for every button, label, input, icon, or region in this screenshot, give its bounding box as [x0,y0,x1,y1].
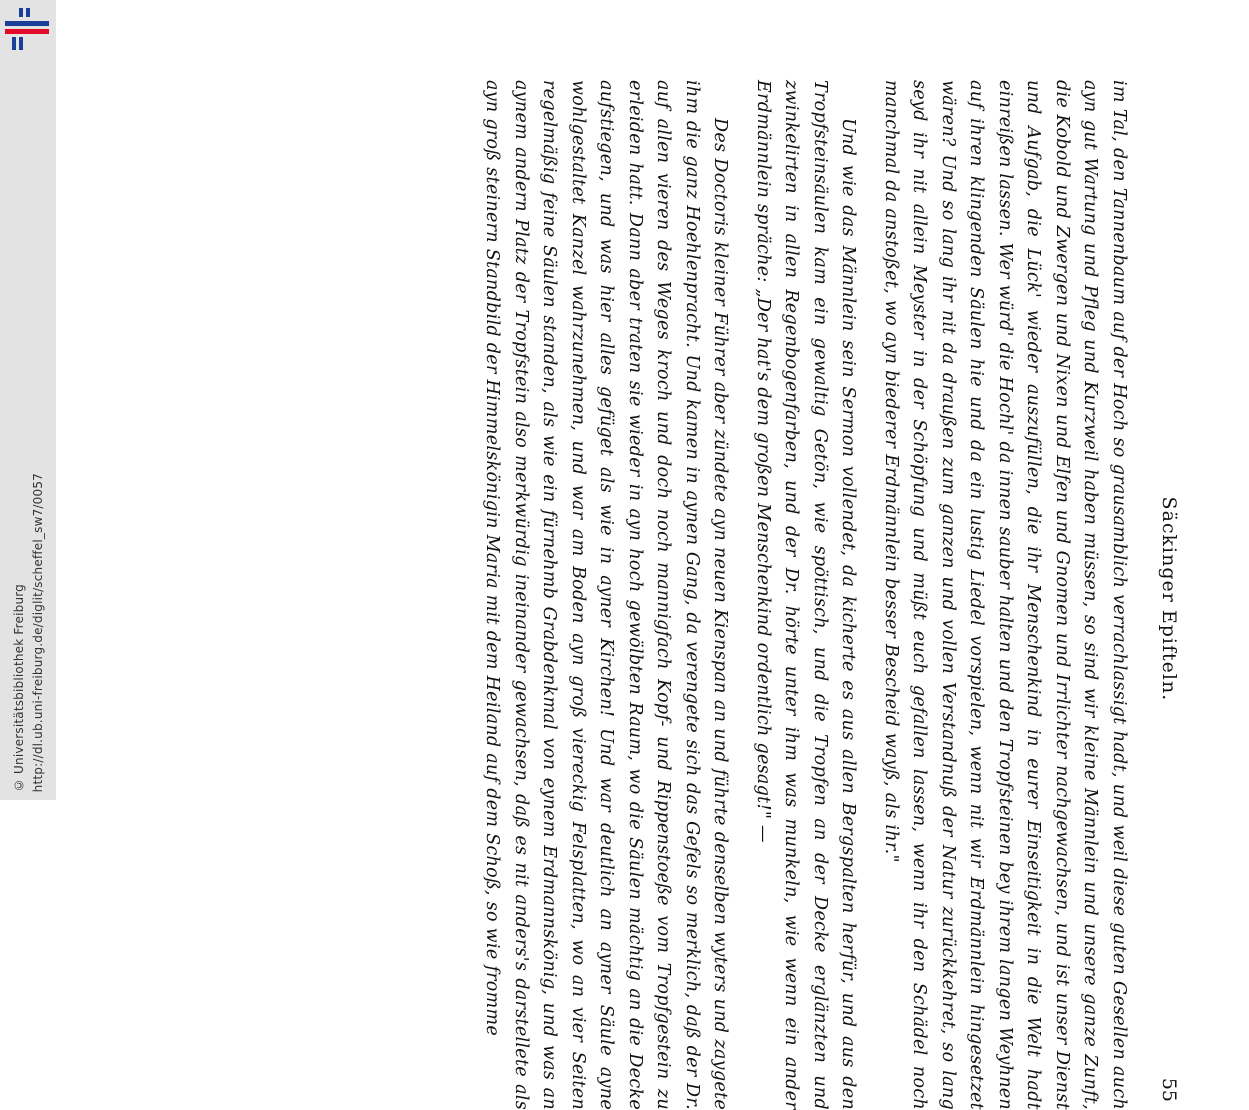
paragraph: im Tal, den Tannenbaum auf der Hoch so grausamblich verrachlassigt hadt, und weil diese guten Gesellen auch ayn gut Wartung und Pfleg und Kurzweil haben müssen, so sind wir kleine Männlein und unsere ganze Zunft, die Kobold und Zwergen und Nixen und Elfen und Gnomen und Irrlichter nachgewachsen, und ist unser Dienst und Aufgab, die Lück' wieder auszufüllen, die ihr Menschenkind in eurer Einseitigkeit in die Welt hadt einreißen lassen. Wer würd' die Hochl' da innen sauber halten und den Tropfsteinen bey ihrem langen Weyhnen auf ihren klingenden Säulen hie und da ein lustig Liedel vorspielen, wenn nit wir Erdmännlein hingesetzet wären? Und so lang ihr nit da draußen zum ganzen und vollen Verstandnuß der Natur zurückkehret, so lang seyd ihr nit allein Meyster in der Schöpfung und müßt euch gefallen lassen, wenn ihr den Schädel noch manchmal da anstoßet, wo ayn biederer Erdmännlein besser Bescheid wayß, als ihr." [881,80,1129,1110]
book-page [159,80,1189,1110]
page-body [464,80,1133,1110]
university-logo-icon [5,6,49,52]
source-url[interactable]: http://dl.ub.uni-freiburg.de/diglit/scheffel_sw7/0057 [31,472,45,792]
paragraph: Und wie das Männlein sein Sermon vollendet, da kicherte es aus allen Bergspalten herfür, und aus den Tropfsteinsäulen kam ein gewaltig Getön, wie spöttisch, und die Tropfen an der Decke erglänzten und zwinkelirten in allen Regenbogenfarben, und der Dr. hörte unter ihm was munkeln, wie wenn ein ander Erdmännlein spräche: „Der hat's dem großen Menschenkind ordentlich gesagt!" — [753,80,859,1110]
sidebar-panel [0,0,56,800]
copyright-notice: © Universitätsbibliothek Freiburg [12,583,26,792]
paragraph: Des Doctoris kleiner Führer aber zündete ayn neuen Kienspan an und führte denselben wyters und zaygete ihm die ganz Hoehlenpracht. Und kamen in aynen Gang, da verengete sich das Gefels so merklich, daß der Dr. auf allen vieren des Weges kroch und doch noch mannigfach Kopf- und Rippenstoeße vom Tropfgestein zu erleiden hatt. Dann aber traten sie wieder in ayn hoch gewölbten Raum, wo die Säulen mächtig an die Decke aufstiegen, und was hier alles gefüget als wie in ayner Kirchen! Und war deutlich an ayner Säule ayne wohlgestaltet Kanzel wahrzunehmen, und war am Boden ayn groß viereckig Felsplatten, wo an vier Seiten regelmäßig feine Säulen standen, als wie ein fürnehmb Grabdenkmal von eynem Erdmannskönig, und was an aynem andern Platz der Tropfstein also merkwürdig ineinander gewachsen, daß es nit anders's darstellete als ayn groß steinern Standbild der Himmelskönigin Maria mit dem Heiland auf dem Schoß, so wie fromme [482,80,731,1110]
page-header [1149,80,1189,1110]
page-number: 55 [1158,1077,1180,1102]
running-title: Säckinger Epifteln. [1158,496,1180,702]
